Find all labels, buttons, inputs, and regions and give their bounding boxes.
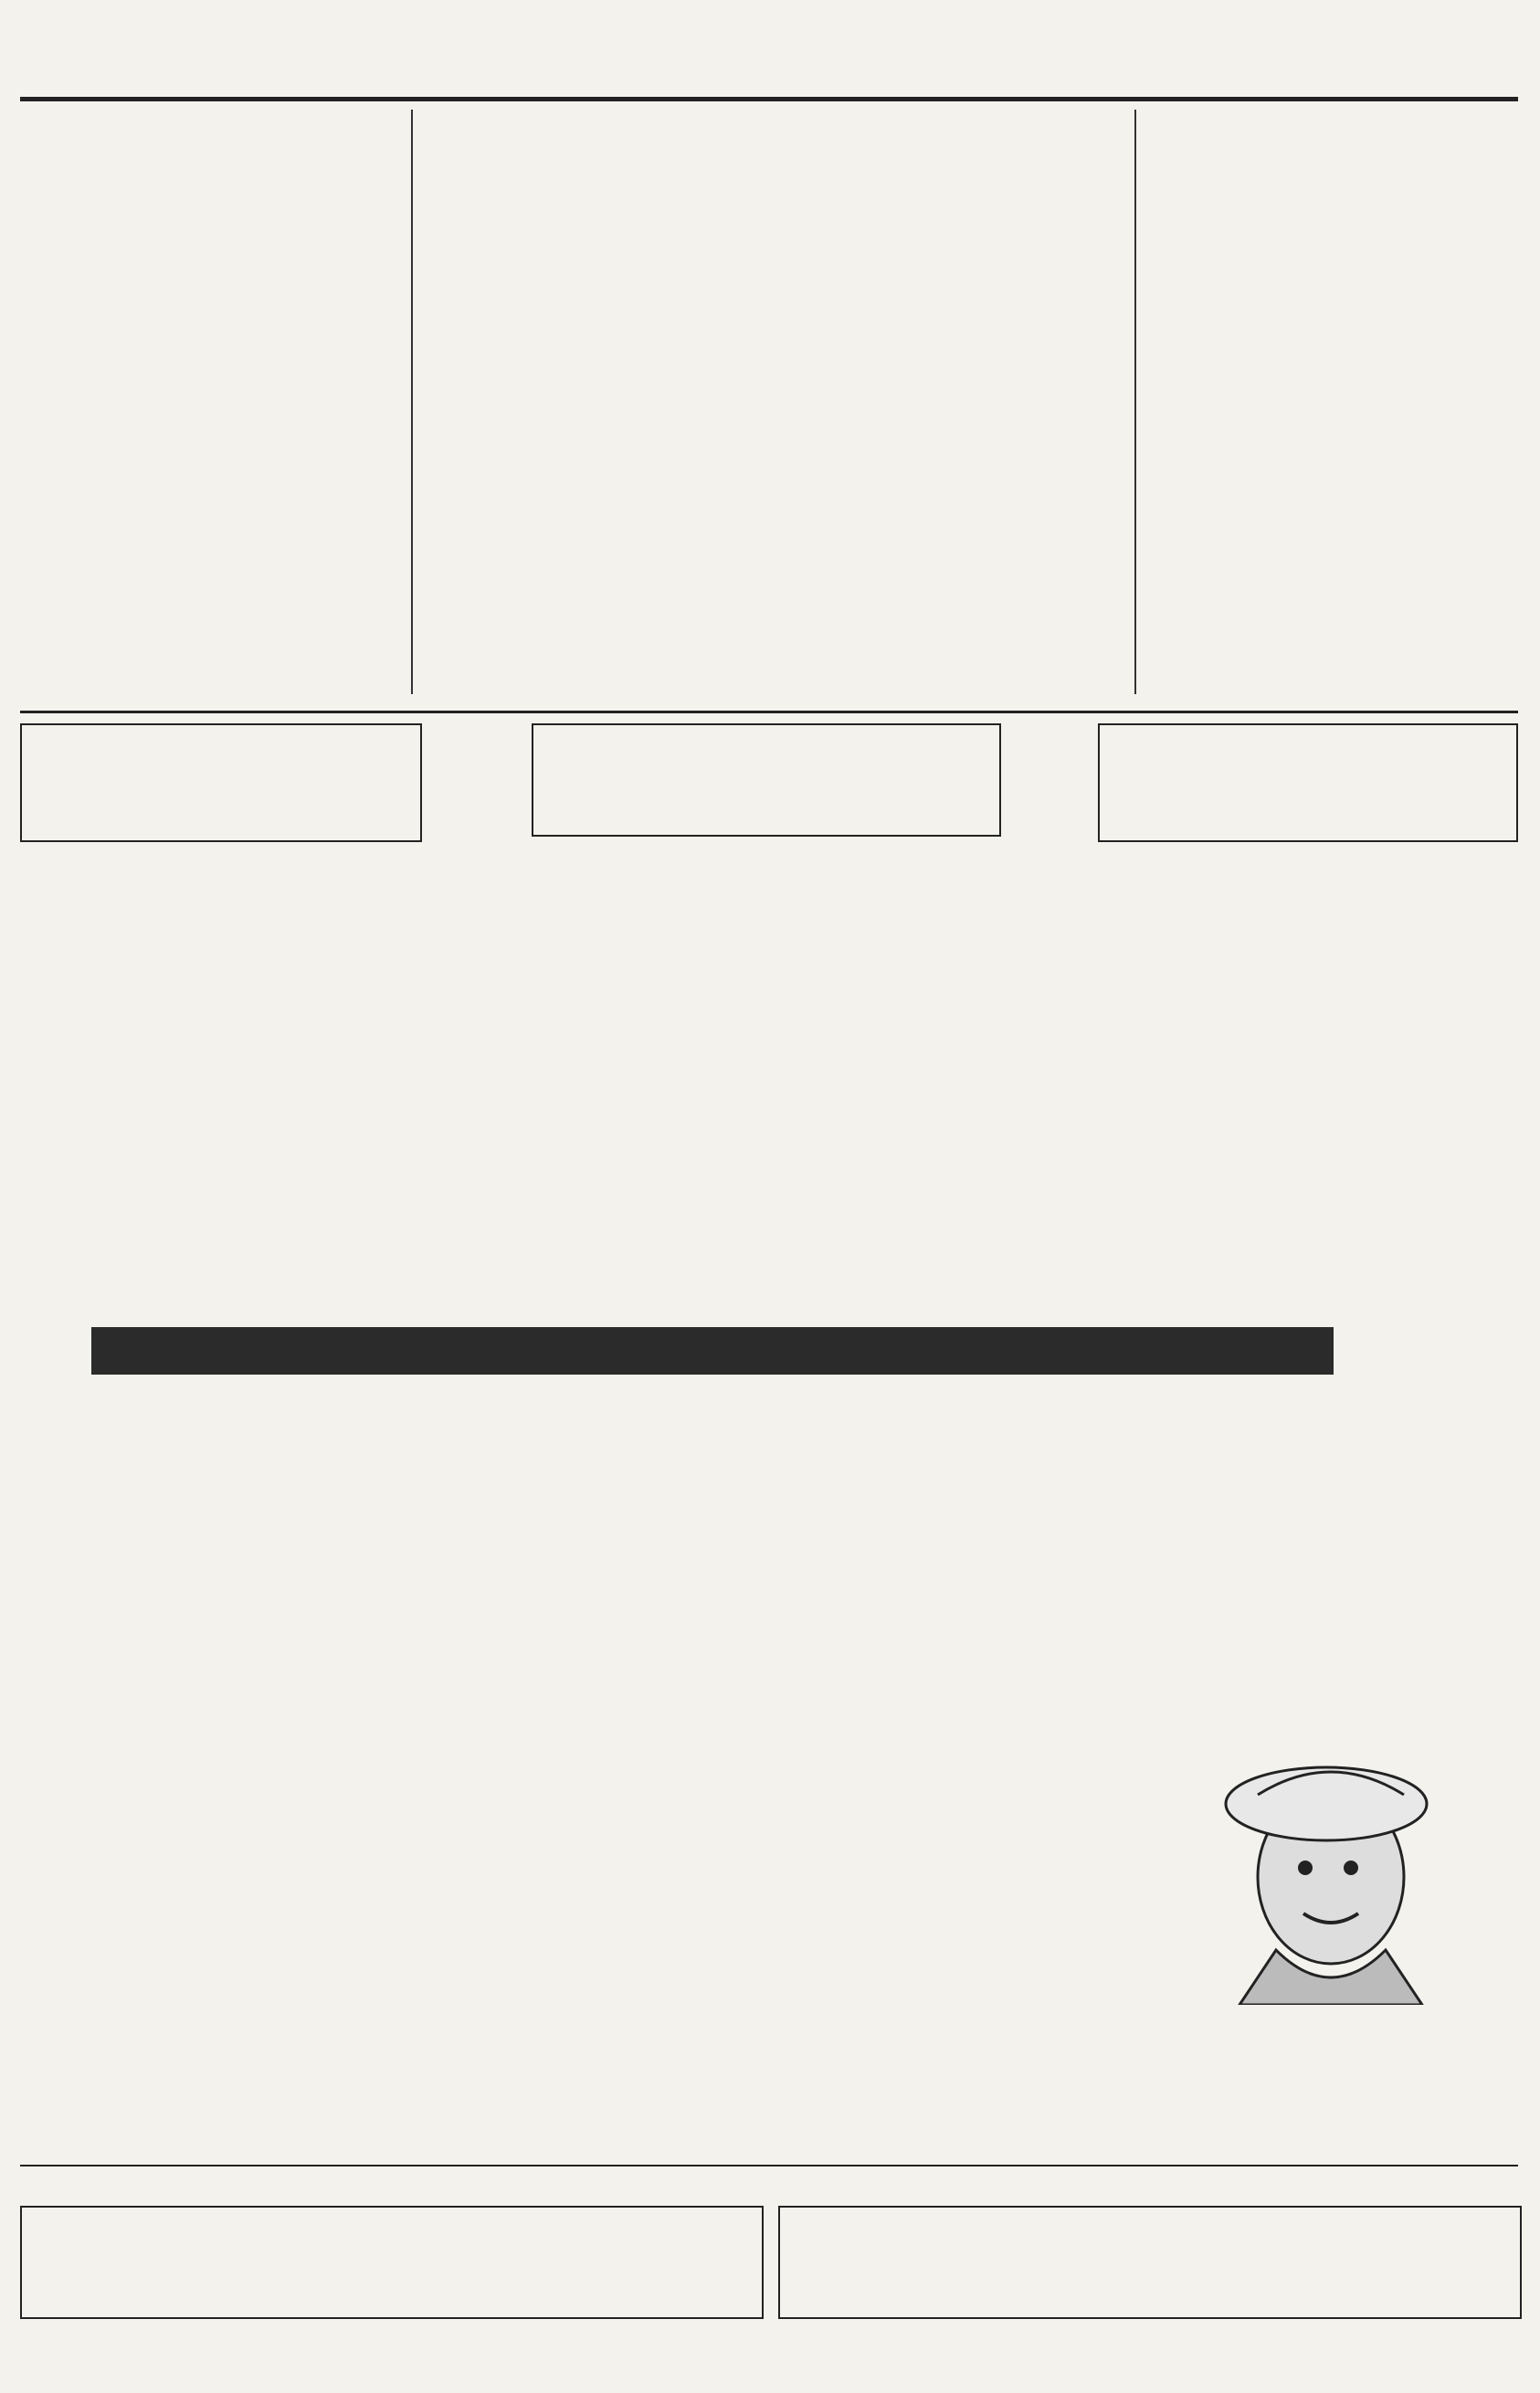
column-rule bbox=[1134, 110, 1136, 694]
classified-pricing-box bbox=[20, 723, 422, 842]
subscription-title bbox=[22, 2208, 205, 2317]
radio-banner bbox=[91, 1327, 1334, 1375]
rychter-ad bbox=[20, 2165, 1518, 2174]
news-column-right bbox=[1145, 111, 1518, 121]
cartoon-illustration bbox=[1148, 1740, 1514, 2005]
column-rule bbox=[411, 110, 413, 694]
subscription-box bbox=[20, 2206, 764, 2319]
news-column-left bbox=[20, 111, 404, 121]
imprint bbox=[20, 2324, 1518, 2327]
classified-deadline-box bbox=[1098, 723, 1518, 842]
cartoon-box bbox=[1148, 1740, 1514, 2142]
masthead bbox=[20, 64, 1518, 101]
classified-title-box bbox=[532, 723, 1001, 837]
news-column-middle bbox=[422, 108, 1125, 364]
headline-wrap bbox=[422, 274, 1125, 353]
headline-wrap bbox=[422, 108, 1125, 236]
newspaper-page bbox=[20, 64, 1518, 2375]
section-rule bbox=[20, 711, 1518, 713]
advertising-text bbox=[963, 2208, 1520, 2317]
advertising-box bbox=[778, 2206, 1522, 2319]
advertising-title bbox=[780, 2208, 963, 2317]
subscription-text bbox=[205, 2208, 762, 2317]
